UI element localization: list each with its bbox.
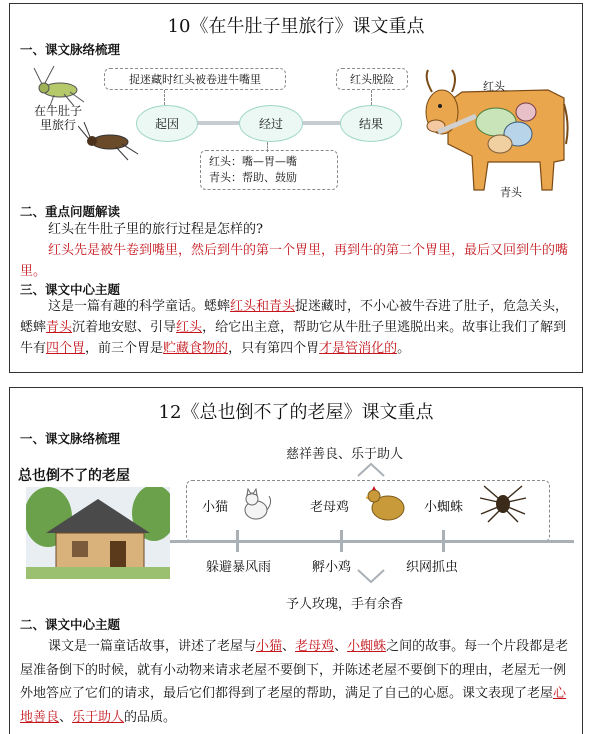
- old-house-illustration: [26, 487, 170, 579]
- flow-process-detail: 红头：嘴—胃—嘴 青头：帮助、鼓励: [200, 150, 338, 190]
- hen-icon: [366, 484, 408, 522]
- theme-paragraph: 这是一篇有趣的科学童话。蟋蟀红头和青头捉迷藏时，不小心被牛吞进了肚子，危急关头，蟋蟀青头沉着地安慰、引导红头，给它出主意，帮助它从牛肚子里逃脱出来。故事让我们了解到牛有四个胃，前三个胃是贮藏食物的，只有第四个胃才是管消化的。: [20, 299, 569, 356]
- flow-node-cause: 起因: [136, 105, 198, 142]
- flow-connector: [302, 121, 344, 125]
- cricket-icon: [32, 64, 88, 108]
- chevron-down-icon: [356, 568, 386, 586]
- flow-result-detail: 红头脱险: [336, 68, 408, 90]
- theme-top-label: 慈祥善良、乐于助人: [286, 447, 404, 462]
- animal-cat-label: 小猫: [202, 500, 229, 515]
- timeline-tick: [236, 530, 239, 552]
- lesson-10-card: [9, 3, 583, 373]
- house-title: 总也倒不了的老屋: [18, 468, 130, 484]
- section-heading: 三、课文中心主题: [20, 282, 121, 297]
- flow-node-process: 经过: [239, 105, 303, 142]
- lesson-12-card: [9, 387, 583, 734]
- event-label: 躲避暴风雨: [206, 560, 272, 575]
- animal-hen-label: 老母鸡: [310, 500, 350, 515]
- cat-icon: [238, 488, 274, 522]
- connector: [164, 90, 165, 105]
- section-heading: 一、课文脉络梳理: [20, 42, 121, 57]
- card-title: 12《总也倒不了的老屋》课文重点: [158, 402, 434, 423]
- section-heading: 二、重点问题解读: [20, 204, 121, 219]
- cow-label-red-head: 红头: [483, 80, 505, 93]
- card-title: 10《在牛肚子里旅行》课文重点: [167, 16, 425, 37]
- theme-bottom-label: 予人玫瑰，手有余香: [286, 597, 404, 612]
- flow-cause-detail: 捉迷藏时红头被卷进牛嘴里: [104, 68, 286, 90]
- event-label: 织网抓虫: [406, 560, 459, 575]
- timeline-bar: [170, 540, 574, 543]
- connector: [371, 90, 372, 105]
- summary-paragraph: 课文是一篇童话故事，讲述了老屋与小猫、老母鸡、小蜘蛛之间的故事。每一个片段都是老屋准备倒下的时候，就有小动物来请求老屋不要倒下，并陈述老屋不要倒下的理由，老屋无一例外地答应了它们的请求，最后它们都得到了老屋的帮助，满足了自己的心愿。课文表现了老屋心地善良、乐于助人的品质。: [20, 639, 569, 725]
- spider-icon: [478, 482, 528, 524]
- animal-spider-label: 小蜘蛛: [424, 500, 464, 515]
- section-heading: 一、课文脉络梳理: [20, 431, 121, 446]
- lesson-label: 在牛肚子 里旅行: [33, 104, 82, 133]
- cricket-icon: [78, 122, 142, 162]
- section-heading: 二、课文中心主题: [20, 617, 121, 632]
- event-label: 孵小鸡: [312, 560, 352, 575]
- flow-node-result: 结果: [340, 105, 402, 142]
- question-text: 红头在牛肚子里的旅行过程是怎样的?: [48, 222, 263, 237]
- timeline-tick: [340, 530, 343, 552]
- timeline-tick: [442, 530, 445, 552]
- cow-label-green-head: 青头: [500, 186, 522, 199]
- answer-text: 红头先是被牛卷到嘴里，然后到牛的第一个胃里，再到牛的第二个胃里，最后又回到牛的嘴里。: [20, 243, 569, 279]
- chevron-up-icon: [356, 460, 386, 478]
